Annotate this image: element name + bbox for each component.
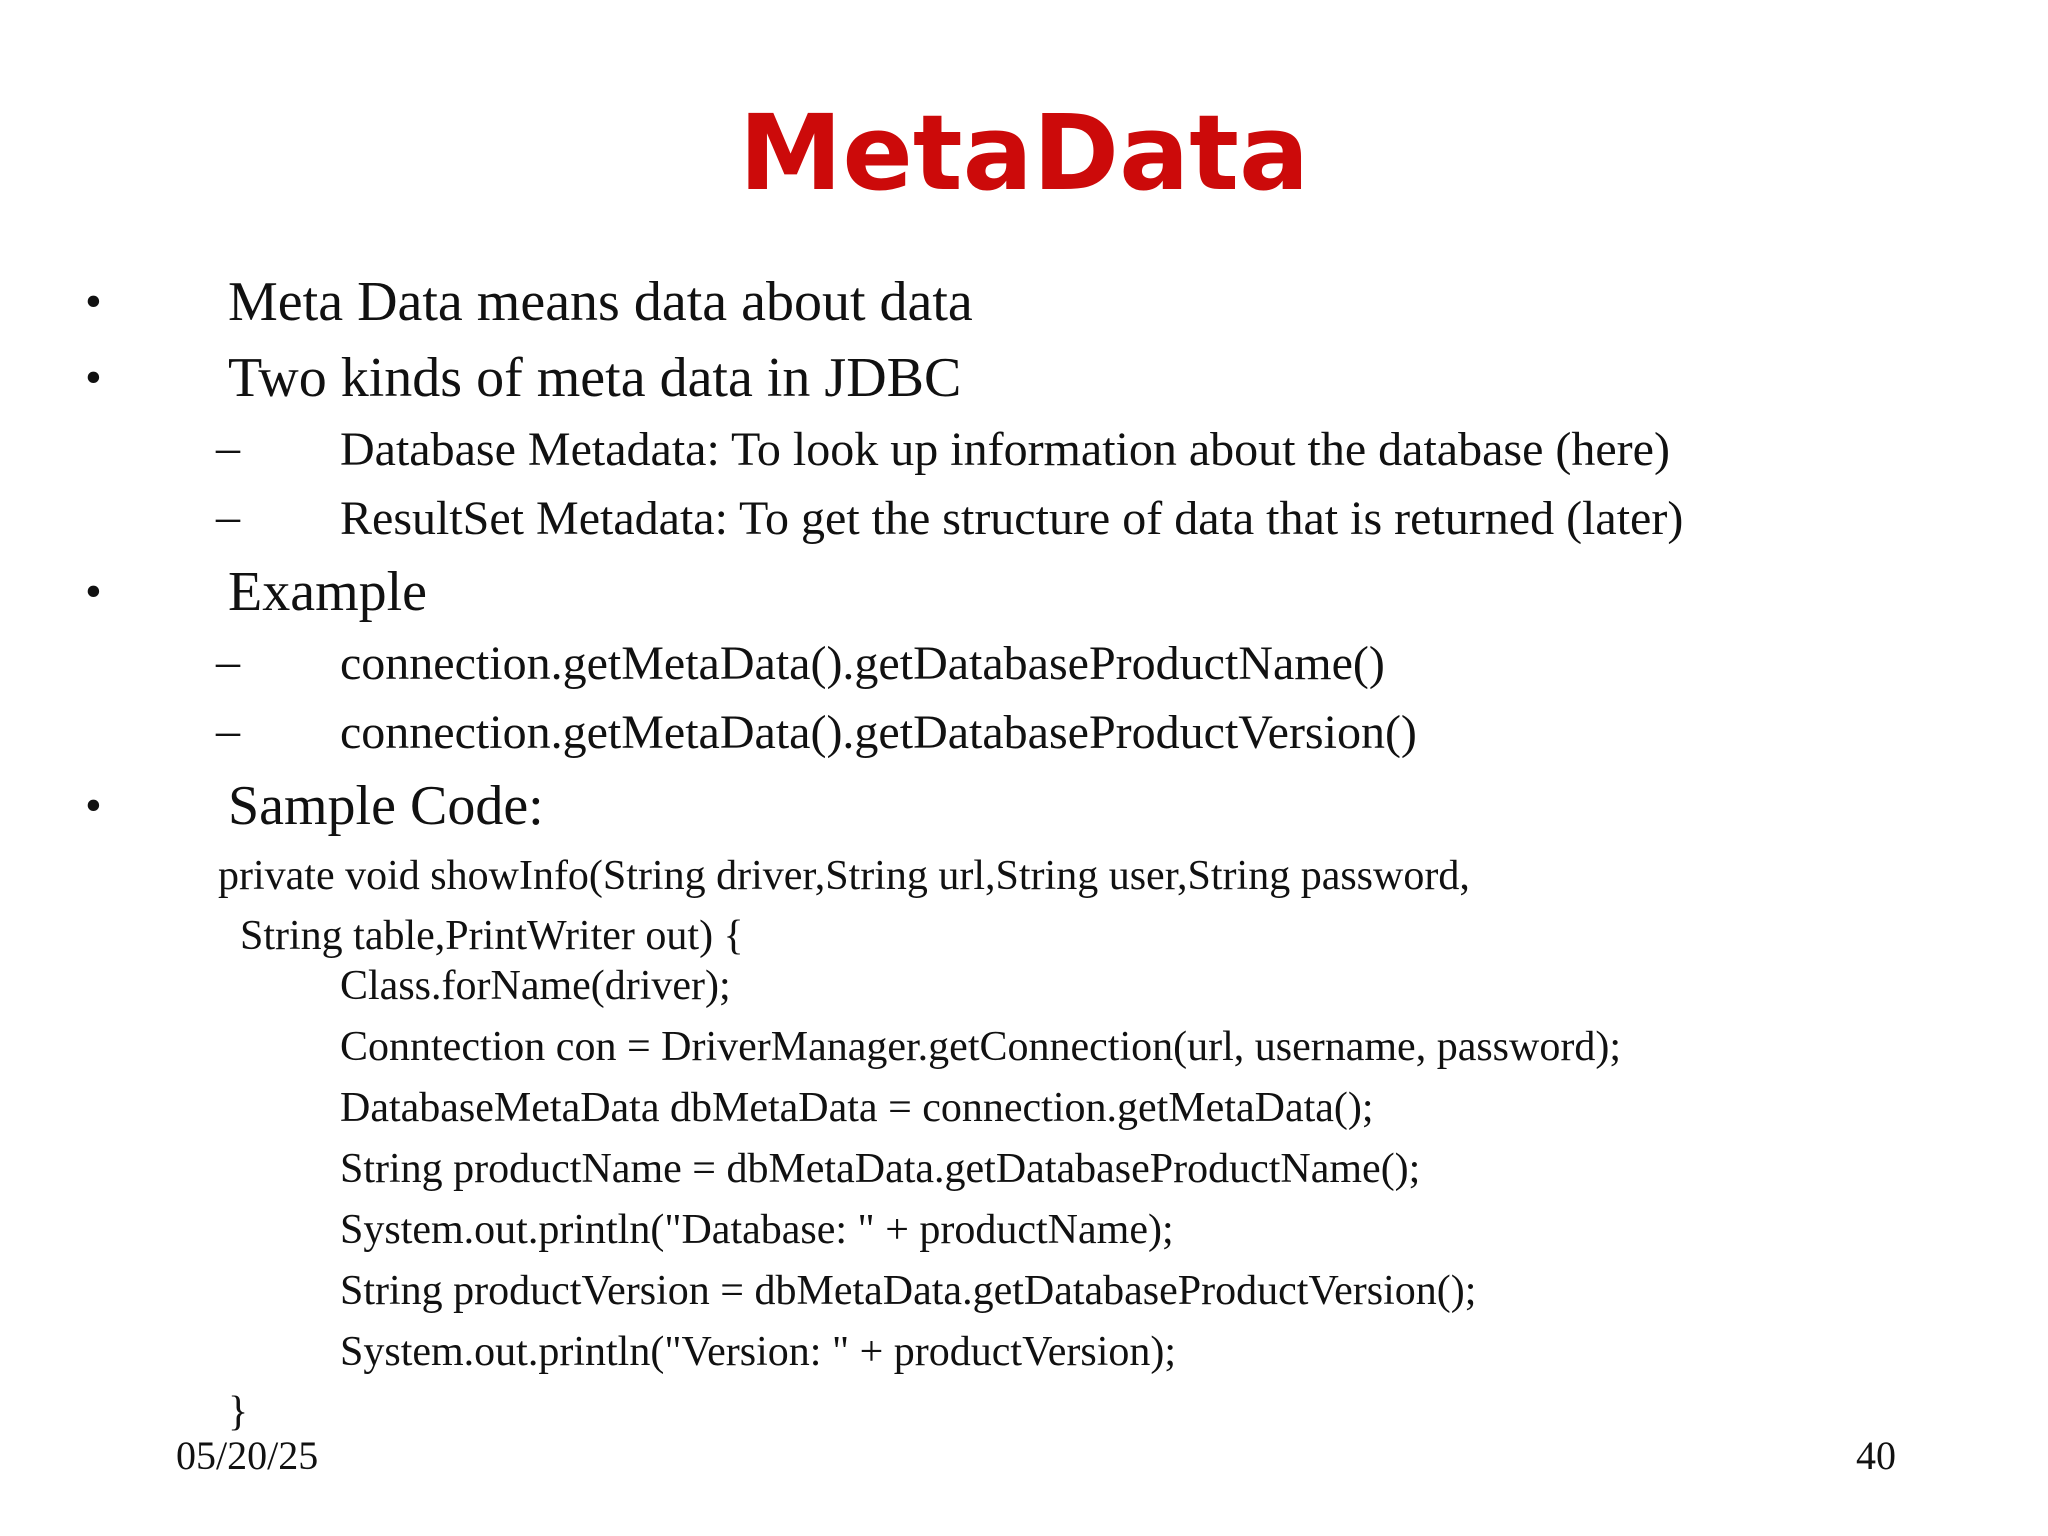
code-line: String table,PrintWriter out) { (240, 913, 744, 959)
code-line: private void showInfo(String driver,String url,String user,String password, (218, 853, 1470, 899)
sub-bullet-text: connection.getMetaData().getDatabaseProductName() (340, 637, 1385, 690)
bullet-marker: • (85, 565, 102, 618)
bullet-marker: • (85, 275, 102, 328)
dash-marker: – (216, 635, 240, 688)
bullet-item (0, 266, 2048, 338)
dash-marker: – (216, 421, 240, 474)
bullet-text: Sample Code: (228, 775, 544, 837)
bullet-text: Example (228, 561, 428, 623)
code-line: System.out.println("Database: " + productName); (340, 1207, 1174, 1253)
sub-bullet-item (0, 701, 2048, 765)
code-line: } (228, 1389, 249, 1435)
sub-bullet-text: connection.getMetaData().getDatabaseProductVersion() (340, 706, 1417, 759)
code-line: System.out.println("Version: " + productVersion); (340, 1329, 1177, 1375)
code-line: String productVersion = dbMetaData.getDatabaseProductVersion(); (340, 1268, 1477, 1314)
footer-date: 05/20/25 (176, 1433, 319, 1478)
bullet-text: Two kinds of meta data in JDBC (228, 347, 962, 409)
code-line: String productName = dbMetaData.getDatabaseProductName(); (340, 1146, 1421, 1192)
bullet-item (0, 342, 2048, 414)
slide-title: MetaData (738, 92, 1310, 214)
sub-bullet-item (0, 487, 2048, 551)
sub-bullet-text: ResultSet Metadata: To get the structure of data that is returned (later) (340, 492, 1684, 545)
bullet-item (0, 556, 2048, 628)
code-line: DatabaseMetaData dbMetaData = connection.getMetaData(); (340, 1085, 1374, 1131)
bullet-text: Meta Data means data about data (228, 271, 973, 333)
sub-bullet-item (0, 418, 2048, 482)
code-line: Class.forName(driver); (340, 963, 731, 1009)
page-number: 40 (1856, 1433, 1896, 1478)
bullet-marker: • (85, 351, 102, 404)
sub-bullet-item (0, 632, 2048, 696)
bullet-marker: • (85, 779, 102, 832)
code-line: Conntection con = DriverManager.getConnection(url, username, password); (340, 1024, 1621, 1070)
bullet-item (0, 770, 2048, 842)
sub-bullet-text: Database Metadata: To look up information about the database (here) (340, 423, 1670, 476)
dash-marker: – (216, 704, 240, 757)
dash-marker: – (216, 490, 240, 543)
